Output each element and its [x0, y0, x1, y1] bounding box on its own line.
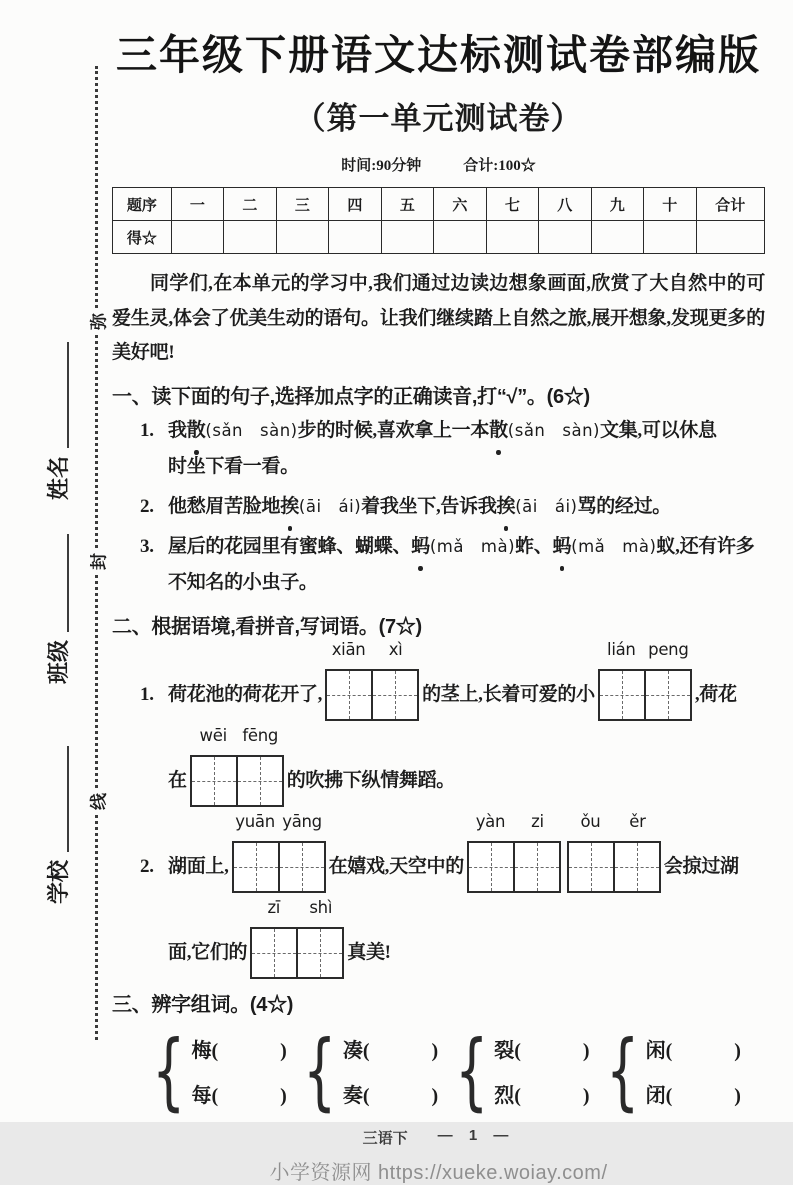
score-cell-empty[interactable] [171, 221, 223, 254]
score-table [112, 187, 765, 254]
score-table-header: 六 [434, 188, 486, 221]
question-number: 1. [140, 419, 154, 441]
word-pair-entry [191, 1034, 286, 1063]
writing-cell[interactable] [236, 757, 282, 805]
sentence-text: 屋后的花园里有蜜蜂、蝴蝶、 [168, 535, 412, 557]
writing-cell[interactable] [569, 843, 613, 891]
dotted-character: 挨 [497, 489, 516, 525]
writing-cell[interactable] [469, 843, 513, 891]
sentence-text: 着我坐下,告诉我 [361, 495, 497, 517]
paren-close: ) [431, 1084, 439, 1107]
dotted-character: 挨 [280, 489, 299, 525]
word-pair-group [445, 1021, 590, 1120]
pinyin-write-box[interactable] [467, 811, 561, 893]
score-cell-empty[interactable] [591, 221, 643, 254]
sentence-text: 的吹拂下纵情舞蹈。 [286, 769, 456, 791]
sentence-text: 他愁眉苦脸地 [168, 495, 281, 517]
question-number: 1. [140, 683, 154, 705]
compare-character: 闭 [645, 1084, 666, 1107]
paren-open: ( [665, 1084, 673, 1107]
sentence-text: 蚱、 [515, 535, 553, 557]
pinyin-write-box[interactable] [325, 639, 419, 721]
paper-title: 三年级下册语文达标测试卷部编版 [116, 32, 761, 78]
score-cell-empty[interactable] [539, 221, 591, 254]
question-line [140, 413, 765, 449]
question-number: 3. [140, 535, 154, 557]
score-table-header: 八 [539, 188, 591, 221]
paren-open: ( [211, 1039, 219, 1062]
pinyin-options: (āi ái) [298, 496, 362, 516]
sentence-text: 真美! [347, 941, 391, 963]
pinyin-label: ǒu ěr [580, 811, 646, 831]
score-cell-empty[interactable] [329, 221, 381, 254]
question-line [168, 449, 765, 485]
pinyin-options: (mǎ mà) [429, 536, 516, 556]
paren-open: ( [362, 1084, 370, 1107]
brace-glyph: { [606, 1021, 640, 1120]
page-footer [112, 1127, 765, 1148]
brace-glyph: { [303, 1021, 337, 1120]
question-line [168, 725, 765, 807]
paren-open: ( [514, 1084, 521, 1107]
sentence-text: 文集,可以休息 [600, 419, 717, 441]
score-cell-empty[interactable] [644, 221, 697, 254]
paren-open: ( [362, 1039, 370, 1062]
compare-character: 裂 [494, 1039, 515, 1062]
score-cell-empty[interactable] [381, 221, 433, 254]
word-pair-group [596, 1021, 741, 1120]
compare-character: 梅 [191, 1039, 212, 1062]
pinyin-write-box[interactable] [567, 811, 661, 893]
pinyin-options: (āi ái) [515, 496, 578, 516]
paren-close: ) [582, 1039, 590, 1062]
intro-paragraph: 同学们,在本单元的学习中,我们通过边读边想象画面,欣赏了大自然中的可爱生灵,体会了优美生动的语句。让我们继续踏上自然之旅,展开想象,发现更多的美好吧! [112, 273, 765, 364]
pinyin-label: zī shì [267, 897, 333, 917]
compare-character: 烈 [494, 1084, 515, 1107]
student-field-label: 学校 [46, 859, 71, 904]
pinyin-options: (sǎn sàn) [507, 420, 600, 440]
score-table-header: 九 [591, 188, 643, 221]
sentence-text: 时坐下看一看。 [168, 455, 299, 477]
brace-glyph: { [454, 1021, 489, 1120]
pinyin-label: lián peng [607, 639, 689, 659]
seal-char: 弥 [82, 309, 113, 335]
seal-char: 封 [82, 549, 113, 575]
paren-open: ( [211, 1084, 219, 1107]
word-pair-group [142, 1021, 287, 1120]
paren-close: ) [280, 1084, 287, 1107]
student-field-blank-line[interactable] [67, 746, 69, 852]
seal-char: 线 [82, 789, 113, 815]
section1-items [112, 413, 765, 601]
sentence-text: 会掠过湖 [663, 855, 739, 877]
sentence-text: 不知名的小虫子。 [168, 571, 318, 593]
student-field-blank-line[interactable] [67, 534, 69, 632]
paper-meta [112, 154, 765, 175]
sentence-text: 步的时候,喜欢拿上一本 [297, 419, 490, 441]
question-number: 2. [140, 495, 154, 517]
pinyin-label: yuān yāng [235, 811, 322, 831]
dotted-character: 散 [187, 413, 206, 449]
question-item [112, 413, 765, 485]
brace-glyph: { [152, 1021, 186, 1120]
score-table-header: 四 [329, 188, 381, 221]
question-item [112, 529, 765, 601]
score-cell-empty[interactable] [276, 221, 328, 254]
paren-open: ( [665, 1039, 673, 1062]
pinyin-label: wēi fēng [199, 725, 279, 745]
watermark-site-link[interactable]: 小学资源网 https://xueke.woiay.com/ [269, 1161, 608, 1184]
score-table-header: 七 [486, 188, 538, 221]
writing-cell[interactable] [613, 843, 659, 891]
compare-character: 闲 [645, 1039, 666, 1062]
student-field-3 [42, 746, 73, 904]
pinyin-write-box[interactable] [232, 811, 326, 893]
word-pair-entry [494, 1034, 589, 1063]
word-pair-entry [646, 1034, 741, 1063]
section2-heading: 二、根据语境,看拼音,写词语。(7☆) [112, 615, 422, 638]
student-field-blank-line[interactable] [67, 342, 69, 448]
paper-subtitle: （第一单元测试卷） [294, 101, 583, 136]
student-field-label: 姓名 [46, 455, 71, 500]
sentence-text: ,荷花 [694, 683, 737, 705]
writing-cell[interactable] [644, 671, 690, 719]
writing-cell[interactable] [600, 671, 644, 719]
paren-close: ) [431, 1039, 439, 1062]
score-cell-empty[interactable] [486, 221, 538, 254]
sentence-text: 在嬉戏,天空中的 [328, 855, 464, 877]
paren-close: ) [734, 1084, 741, 1107]
score-cell-empty[interactable] [434, 221, 486, 254]
score-table-header: 三 [276, 188, 328, 221]
dotted-character: 蚂 [552, 529, 571, 565]
section3-heading: 三、辨字组词。(4☆) [112, 993, 294, 1016]
question-item [112, 639, 765, 807]
section1-heading: 一、读下面的句子,选择加点字的正确读音,打“√”。(6☆) [112, 385, 590, 408]
pinyin-label: yàn zi [475, 811, 544, 831]
section3-groups [142, 1021, 741, 1120]
section2-items [112, 639, 765, 979]
sentence-text: 湖面上, [168, 855, 229, 877]
word-pair-entry [494, 1079, 589, 1108]
question-line [140, 639, 765, 721]
writing-cell[interactable] [278, 843, 324, 891]
writing-cell[interactable] [513, 843, 559, 891]
compare-character: 每 [191, 1084, 212, 1107]
sentence-text: 我 [168, 419, 187, 441]
sentence-text: 荷花池的荷花开了, [168, 683, 323, 705]
score-table-header: 合计 [696, 188, 764, 221]
word-pair-group [293, 1021, 439, 1120]
score-table-corner: 题序 [113, 188, 172, 221]
pinyin-label: xiān xì [331, 639, 403, 659]
word-pair-entry [191, 1079, 286, 1108]
writing-cell[interactable] [192, 757, 236, 805]
pinyin-write-box[interactable] [190, 725, 284, 807]
sentence-text: 面,它们的 [168, 941, 248, 963]
question-line [168, 565, 765, 601]
writing-cell[interactable] [296, 929, 342, 977]
question-item [112, 489, 765, 525]
writing-cell[interactable] [234, 843, 278, 891]
question-line [168, 897, 765, 979]
pinyin-options: (sǎn sàn) [205, 420, 298, 440]
sentence-text: 在 [168, 769, 187, 791]
paper-main-column [112, 22, 765, 1185]
question-line [140, 811, 765, 893]
paren-close: ) [582, 1084, 590, 1107]
total-score-label: 合计:100☆ [463, 158, 536, 174]
sentence-text: 的茎上,长着可爱的小 [422, 683, 595, 705]
footer-book-label: 三语下 [362, 1129, 408, 1147]
pinyin-options: (mǎ mà) [571, 536, 657, 556]
student-field-1 [42, 342, 73, 500]
writing-cell[interactable] [327, 671, 371, 719]
time-limit-label: 时间:90分钟 [341, 158, 422, 174]
score-cell-empty[interactable] [696, 221, 764, 254]
footer-page-number: — 1 — [437, 1126, 515, 1144]
writing-cell[interactable] [371, 671, 417, 719]
word-pair-entry [343, 1034, 438, 1063]
score-cell-empty[interactable] [224, 221, 276, 254]
question-line [140, 529, 765, 565]
score-table-header: 十 [644, 188, 697, 221]
pinyin-write-box[interactable] [598, 639, 692, 721]
score-table-header: 五 [381, 188, 433, 221]
student-field-2 [42, 534, 73, 684]
question-item [112, 811, 765, 979]
paren-close: ) [280, 1039, 287, 1062]
question-number: 2. [140, 855, 154, 877]
sentence-text: 骂的经过。 [577, 495, 672, 517]
dotted-character: 蚂 [411, 529, 430, 565]
paren-close: ) [734, 1039, 741, 1062]
paren-open: ( [514, 1039, 521, 1062]
writing-cell[interactable] [252, 929, 296, 977]
student-field-label: 班级 [46, 639, 71, 684]
score-table-header: 二 [224, 188, 276, 221]
compare-character: 奏 [342, 1084, 363, 1107]
word-pair-entry [646, 1079, 741, 1108]
question-line [140, 489, 765, 525]
sentence-text: 蚁,还有许多 [656, 535, 755, 557]
score-table-header: 一 [171, 188, 223, 221]
score-row-label: 得☆ [113, 221, 172, 254]
pinyin-write-box[interactable] [250, 897, 344, 979]
compare-character: 凑 [342, 1039, 363, 1062]
dotted-character: 散 [489, 413, 508, 449]
word-pair-entry [343, 1079, 438, 1108]
